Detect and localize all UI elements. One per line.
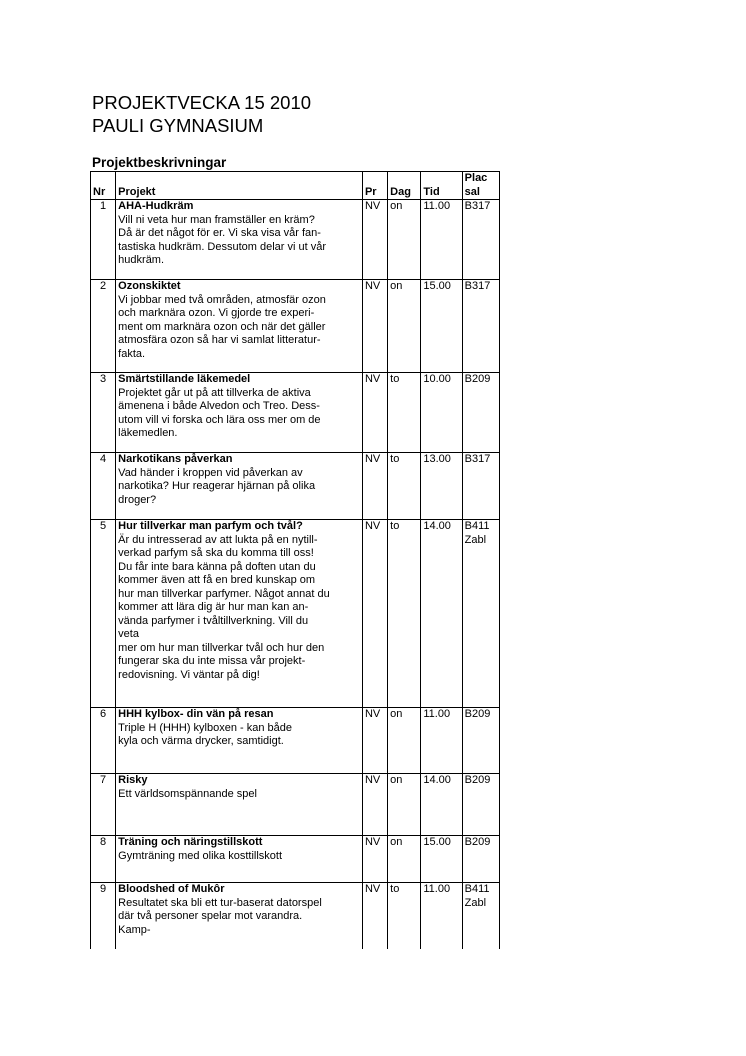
cell-tid: 13.00 — [421, 453, 462, 520]
cell-plac — [462, 373, 499, 453]
cell-plac — [462, 708, 499, 774]
plac-room: B317 — [464, 200, 491, 212]
table-row — [91, 373, 500, 453]
cell-nr: 6 — [91, 708, 116, 774]
cell-plac — [462, 520, 499, 708]
cell-nr: 9 — [91, 883, 116, 949]
cell-projekt — [116, 453, 363, 520]
project-description: Vad händer i kroppen vid påverkan av narkotika? Hur reagerar hjärnan på olika droger? — [118, 466, 316, 506]
col-plac-header — [462, 172, 499, 200]
project-title: Ozonskiktet — [118, 280, 181, 292]
cell-pr: NV — [362, 453, 387, 520]
cell-tid: 15.00 — [421, 836, 462, 883]
cell-dag: on — [388, 708, 421, 774]
title-line-1: PROJEKTVECKA 15 2010 — [92, 92, 312, 113]
table-row — [91, 708, 500, 774]
project-title: Träning och näringstillskott — [118, 836, 263, 848]
cell-tid: 14.00 — [421, 774, 462, 836]
cell-projekt — [116, 520, 363, 708]
plac-room: B411 — [464, 883, 490, 895]
cell-plac — [462, 453, 499, 520]
project-description: Vill ni veta hur man framställer en kräm? Då är det något för er. Vi ska visa vår fan- tastiska hudkräm. Dessutom delar vi ut vår hudkräm. — [118, 213, 327, 266]
cell-nr: 7 — [91, 774, 116, 836]
col-plac-header-line1: Plac — [464, 172, 488, 184]
document-title — [92, 91, 311, 137]
cell-pr: NV — [362, 883, 387, 949]
cell-pr: NV — [362, 836, 387, 883]
plac-room: B317 — [464, 280, 491, 292]
cell-dag: on — [388, 280, 421, 373]
cell-pr: NV — [362, 280, 387, 373]
cell-nr: 1 — [91, 200, 116, 280]
cell-pr: NV — [362, 373, 387, 453]
project-description: Resultatet ska bli ett tur-baserat datorspel där två personer spelar mot varandra. Kamp- — [118, 896, 322, 936]
table-row — [91, 200, 500, 280]
col-pr-header: Pr — [362, 172, 387, 200]
cell-tid: 14.00 — [421, 520, 462, 708]
plac-extra: Zabl — [464, 533, 487, 546]
cell-plac — [462, 200, 499, 280]
project-title: Bloodshed of Mukôr — [118, 883, 225, 895]
cell-pr: NV — [362, 708, 387, 774]
cell-projekt — [116, 373, 363, 453]
cell-plac — [462, 774, 499, 836]
cell-nr: 4 — [91, 453, 116, 520]
cell-projekt — [116, 836, 363, 883]
project-title: Hur tillverkar man parfym och tvål? — [118, 520, 303, 532]
project-title: AHA-Hudkräm — [118, 200, 194, 212]
plac-room: B209 — [464, 708, 491, 720]
col-nr-header: Nr — [91, 172, 116, 200]
cell-tid: 10.00 — [421, 373, 462, 453]
cell-tid: 11.00 — [421, 200, 462, 280]
cell-nr: 5 — [91, 520, 116, 708]
cell-pr: NV — [362, 200, 387, 280]
cell-plac — [462, 280, 499, 373]
cell-plac — [462, 836, 499, 883]
cell-nr: 2 — [91, 280, 116, 373]
title-line-2: PAULI GYMNASIUM — [92, 115, 264, 136]
cell-plac — [462, 883, 499, 949]
plac-room: B209 — [464, 836, 491, 848]
plac-room: B209 — [464, 373, 491, 385]
cell-dag: to — [388, 453, 421, 520]
cell-projekt — [116, 774, 363, 836]
cell-dag: to — [388, 883, 421, 949]
table-body — [91, 200, 500, 949]
cell-tid: 15.00 — [421, 280, 462, 373]
project-description: Projektet går ut på att tillverka de aktiva ämenena i både Alvedon och Treo. Dess- utom vill vi forska och lära oss mer om de läkemedlen. — [118, 386, 321, 439]
project-title: Narkotikans påverkan — [118, 453, 233, 465]
project-description: Vi jobbar med två områden, atmosfär ozon och marknära ozon. Vi gjorde tre experi- ment om marknära ozon och när det gäller atmosfära ozon så har vi samlat litteratur- fakta. — [118, 293, 326, 360]
plac-room: B209 — [464, 774, 491, 786]
cell-projekt — [116, 200, 363, 280]
table-row — [91, 280, 500, 373]
project-title: Risky — [118, 774, 148, 786]
table-row — [91, 774, 500, 836]
table-row — [91, 883, 500, 949]
plac-room: B317 — [464, 453, 491, 465]
cell-dag: on — [388, 836, 421, 883]
cell-dag: to — [388, 373, 421, 453]
project-description: Ett världsomspännande spel — [118, 787, 257, 800]
cell-dag: on — [388, 774, 421, 836]
table-header-row — [91, 172, 500, 200]
cell-dag: to — [388, 520, 421, 708]
project-table — [90, 171, 500, 949]
project-description: Är du intresserad av att lukta på en nytill- verkad parfym så ska du komma till oss! Du får inte bara känna på doften utan du kommer även att få en bred kunskap om hur man tillverkar parfymer. Något annat du kommer att lära dig är hur man kan an- vända parfymer i tvåltillverkning. Vill du veta mer om hur man tillverkar tvål och hur den fungerar ska du inte missa vår projekt- redovisning. Vi väntar på dig! — [118, 533, 330, 681]
section-heading: Projektbeskrivningar — [92, 155, 227, 170]
cell-nr: 8 — [91, 836, 116, 883]
project-title: HHH kylbox- din vän på resan — [118, 708, 274, 720]
table-row — [91, 836, 500, 883]
cell-dag: on — [388, 200, 421, 280]
table-row — [91, 453, 500, 520]
plac-room: B411 — [464, 520, 490, 532]
cell-projekt — [116, 708, 363, 774]
cell-nr: 3 — [91, 373, 116, 453]
col-projekt-header: Projekt — [116, 172, 363, 200]
cell-tid: 11.00 — [421, 883, 462, 949]
col-tid-header: Tid — [421, 172, 462, 200]
col-dag-header: Dag — [388, 172, 421, 200]
plac-extra: Zabl — [464, 896, 487, 909]
cell-pr: NV — [362, 774, 387, 836]
col-plac-header-line2: sal — [464, 185, 480, 198]
cell-tid: 11.00 — [421, 708, 462, 774]
cell-projekt — [116, 280, 363, 373]
project-title: Smärtstillande läkemedel — [118, 373, 251, 385]
cell-pr: NV — [362, 520, 387, 708]
project-description: Triple H (HHH) kylboxen - kan både kyla och värma drycker, samtidigt. — [118, 721, 292, 747]
table-row — [91, 520, 500, 708]
cell-projekt — [116, 883, 363, 949]
project-description: Gymträning med olika kosttillskott — [118, 849, 283, 862]
